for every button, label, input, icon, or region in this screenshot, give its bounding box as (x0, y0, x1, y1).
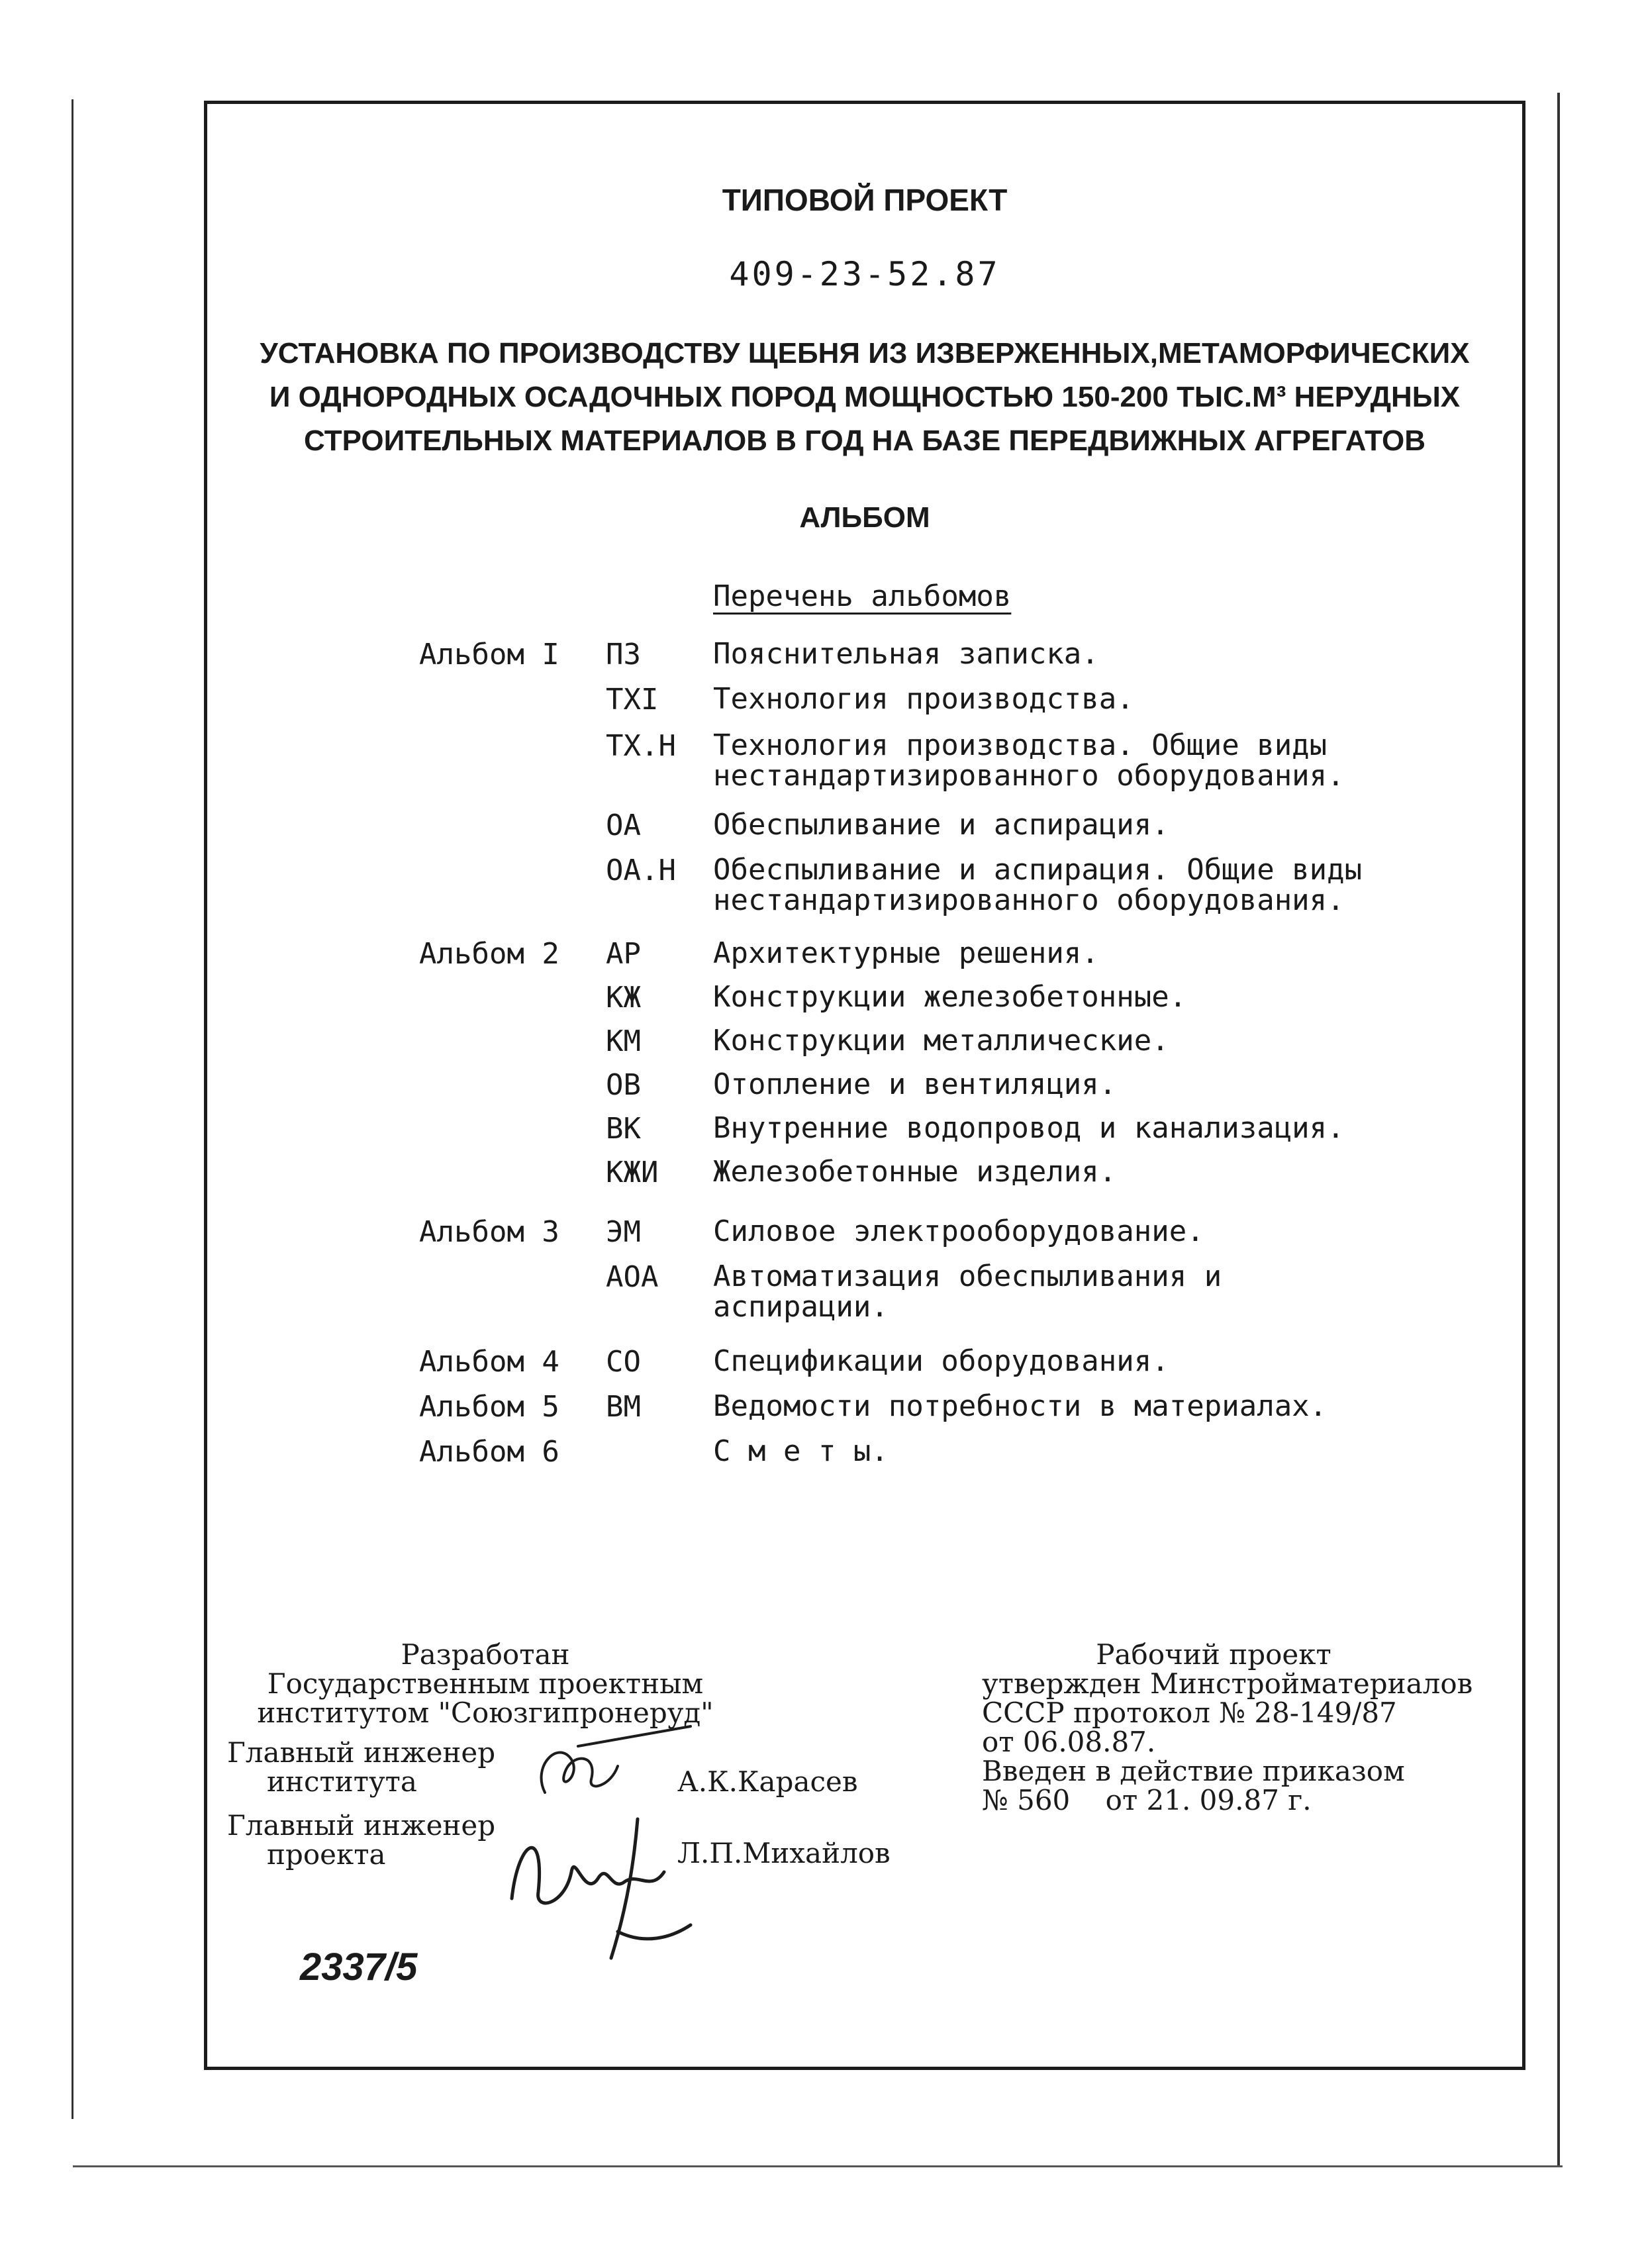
approval-block (982, 1640, 1512, 1815)
approval-line-6: № 560 от 21. 09.87 г. (982, 1784, 1312, 1816)
album-label: АЛЬБОМ (799, 501, 930, 534)
project-number: 409-23-52.87 (729, 255, 1000, 293)
section-description: Технология производства. (713, 682, 1134, 716)
developed-line-1: Разработан (401, 1638, 570, 1671)
section-code: ПЗ (606, 638, 641, 671)
approval-line-4: от 06.08.87. (982, 1726, 1156, 1758)
album-row (207, 1436, 1522, 1476)
scan-bottom-edge (73, 2165, 1563, 2167)
album-number: Альбом I (419, 638, 559, 671)
section-description: Обеспыливание и аспирация. (713, 808, 1169, 842)
project-type-label: ТИПОВОЙ ПРОЕКТ (722, 183, 1008, 217)
album-row (207, 855, 1522, 921)
section-description: Ведомости потребности в материалах. (713, 1389, 1328, 1423)
album-row (207, 982, 1522, 1022)
approval-line-5: Введен в действие приказом (982, 1755, 1405, 1787)
album-number: Альбом 4 (419, 1345, 559, 1379)
chief-proj-line-1: Главный инженер (227, 1809, 496, 1842)
section-description: Конструкции железобетонные. (713, 980, 1187, 1014)
section-code: АОА (606, 1260, 659, 1294)
album-row (207, 1346, 1522, 1386)
project-title-line-3: СТРОИТЕЛЬНЫХ МАТЕРИАЛОВ В ГОД НА БАЗЕ ПЕРЕДВИЖНЫХ АГРЕГАТОВ (304, 424, 1425, 457)
chief-proj-line-2: проекта (267, 1838, 386, 1871)
chief-engineer-project-name: Л.П.Михайлов (677, 1837, 891, 1869)
section-description: Конструкции металлические. (713, 1024, 1169, 1058)
section-code: ОА.Н (606, 854, 676, 887)
section-code: КМ (606, 1024, 641, 1058)
section-code: СО (606, 1345, 641, 1379)
approval-line-2: утвержден Минстройматериалов (982, 1667, 1473, 1700)
section-code: ОА (606, 809, 641, 842)
album-row (207, 730, 1522, 797)
section-description: Обеспыливание и аспирация. Общие виды нестандартизированного оборудования. (713, 853, 1363, 917)
section-description: Автоматизация обеспыливания и аспирации. (713, 1259, 1222, 1324)
section-description: С м е т ы. (713, 1434, 889, 1468)
section-code: КЖ (606, 981, 641, 1014)
chief-engineer-institute-name: А.К.Карасев (677, 1765, 858, 1798)
scan-left-edge (72, 99, 73, 2119)
chief-engineer-project-title (227, 1811, 495, 1869)
section-code: ОВ (606, 1068, 641, 1102)
album-list-heading: Перечень альбомов (713, 579, 1012, 613)
section-code: ВМ (606, 1390, 641, 1424)
section-code: ВК (606, 1112, 641, 1146)
album-number: Альбом 3 (419, 1215, 559, 1249)
approval-line-1: Рабочий проект (1096, 1638, 1331, 1671)
album-row (207, 1157, 1522, 1197)
album-number: Альбом 6 (419, 1435, 559, 1469)
section-description: Технология производства. Общие виды нестандартизированного оборудования. (713, 728, 1345, 793)
section-code: ТХ.Н (606, 729, 676, 763)
section-description: Пояснительная записка. (713, 637, 1099, 671)
chief-inst-line-2: института (267, 1765, 417, 1798)
section-description: Отопление и вентиляция. (713, 1067, 1117, 1101)
album-row (207, 1261, 1522, 1328)
chief-inst-line-1: Главный инженер (227, 1736, 496, 1769)
project-title-line-2: И ОДНОРОДНЫХ ОСАДОЧНЫХ ПОРОД МОЩНОСТЬЮ 150-200 ТЫС.М³ НЕРУДНЫХ (269, 381, 1461, 413)
scan-right-edge (1557, 93, 1560, 2165)
section-code: КЖИ (606, 1156, 659, 1189)
developed-line-2: Государственным проектным (267, 1667, 704, 1700)
album-row (207, 1113, 1522, 1153)
archive-number: 2337/5 (300, 1946, 418, 1989)
album-row (207, 1216, 1522, 1256)
section-code: АР (606, 937, 641, 971)
section-description: Силовое электрооборудование. (713, 1214, 1204, 1248)
section-code: ТХI (606, 683, 659, 716)
section-description: Внутренние водопровод и канализация. (713, 1111, 1345, 1145)
section-description: Спецификации оборудования. (713, 1344, 1169, 1378)
section-description: Архитектурные решения. (713, 936, 1099, 970)
section-code: ЭМ (606, 1215, 641, 1249)
project-title-line-1: УСТАНОВКА ПО ПРОИЗВОДСТВУ ЩЕБНЯ ИЗ ИЗВЕРЖЕННЫХ,МЕТАМОРФИЧЕСКИХ (260, 337, 1470, 370)
album-number: Альбом 2 (419, 937, 559, 971)
signature-mikhailov (492, 1799, 704, 1971)
developer-block (227, 1640, 863, 1728)
album-row (207, 938, 1522, 978)
album-row (207, 1026, 1522, 1065)
album-row (207, 1391, 1522, 1431)
section-description: Железобетонные изделия. (713, 1155, 1117, 1189)
album-number: Альбом 5 (419, 1390, 559, 1424)
album-row (207, 1069, 1522, 1109)
approval-line-3: СССР протокол № 28-149/87 (982, 1697, 1397, 1729)
developed-line-3: институтом "Союзгипронеруд" (257, 1697, 714, 1729)
album-row (207, 810, 1522, 850)
album-row (207, 684, 1522, 724)
chief-engineer-institute-title (227, 1738, 495, 1797)
album-row (207, 639, 1522, 679)
document-frame (204, 101, 1525, 2070)
